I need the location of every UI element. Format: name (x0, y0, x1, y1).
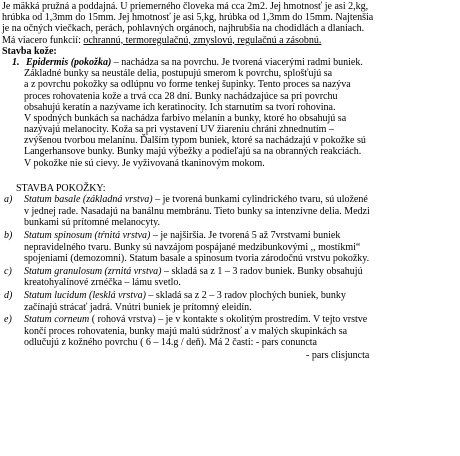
item-term: Statum basale (základná vrstva) (24, 194, 153, 206)
item-first-rest: – je tvorená bunkami cylindrického tvaru, sú uložené (152, 194, 368, 206)
item-first-rest: – skladá sa z 1 – 3 radov buniek. Bunky obsahujú (161, 265, 363, 277)
item-line: bunkami sú prítomné melanocyty. (24, 217, 160, 229)
epidermis-line: Langerhansove bunky. Bunky majú výbežky a podieľajú sa na obranných reakciách. (24, 146, 362, 158)
epidermis-term: Epidermis (pokožka) (26, 56, 112, 68)
item-term: Statum corneum (24, 314, 90, 326)
intro-line-1: Je mäkká pružná a poddajná. U priemerného človeka má cca 2m2. Jej hmotnosť je asi 2,kg, (2, 1, 369, 12)
spacer (2, 169, 458, 180)
list-item (2, 314, 458, 349)
epidermis-line: a z povrchu pokožky sa odlúpnu vo forme tenkej šupinky. Tento proces sa nazýva (24, 79, 351, 91)
list-item (2, 230, 458, 265)
last-part-line: - pars clisjuncta (306, 349, 370, 361)
item-line: kreatohyalínové zrnéčka – lámu svetlo. (24, 277, 181, 289)
item-line: odlučujú z kožného povrchu ( 6 – 14.g / deň). Má 2 časti: - pars conuncta (24, 337, 317, 349)
intro-line-2: hrúbka od 1,3mm do 15mm. Jej hmotnosť je asi 5,kg, hrúbka od 1,3mm do 15mm. Najtenšia (2, 12, 374, 24)
functions-line (2, 35, 458, 46)
epidermis-line: Základné bunky sa neustále delia, postupujú smerom k povrchu, splošťujú sa (24, 68, 333, 80)
item-line: spojeniami (demozomni). Statum basale a spinosum tvoria zárodočnú vrstvu pokožky. (24, 253, 370, 265)
item-first-rest: ( rohová vrstva) – je v kontakte s okolitým prostredím. V tejto vrstve (89, 314, 368, 326)
list-item (2, 290, 458, 313)
intro-paragraph (2, 1, 458, 46)
list-item (2, 194, 458, 229)
epidermis-first-line (12, 57, 458, 68)
item-term: Statum granulosum (zrnitá vrstva) (24, 265, 162, 277)
item-label: b) (4, 229, 13, 241)
stavba-pokozky-title: STAVBA POKOŽKY: (16, 183, 106, 194)
item-first-rest: – skladá sa z 2 – 3 radov plochých buniek, bunky (145, 289, 346, 301)
item-line: v jednej rade. Nasadajú na banálnu membránu. Tieto bunky sa intenzívne delia. Medzi (24, 205, 370, 217)
epidermis-line: V spodných bunkách sa nachádza farbivo melanín a bunky, ktoré ho obsahujú sa (24, 112, 347, 124)
list-item (2, 266, 458, 289)
epidermis-line: nazývajú melanocity. Koža sa pri vystavení UV žiareniu chráni zhnednutím – (24, 124, 334, 136)
layer-list (2, 194, 458, 349)
item-line: začínajú strácať jadrá. Vnútri buniek je prítomný eleidín. (24, 301, 252, 313)
item-label: c) (4, 265, 12, 277)
item-term: Statum spinosum (tŕnitá vrstva) (24, 229, 151, 241)
epidermis-first-rest: – nachádza sa na povrchu. Je tvorená viacerými radmi buniek. (111, 56, 363, 68)
item-label: e) (4, 314, 12, 326)
item-line: končí proces rohovatenia, bunky majú malú súdržnosť a v malých skupinkách sa (24, 325, 348, 337)
epidermis-block (2, 57, 458, 169)
functions-list: ochrannú, termoregulačnú, zmyslovú, regulačnú a zásobnú. (83, 34, 322, 46)
epidermis-number: 1. (12, 56, 20, 68)
epidermis-line: V pokožke nie sú cievy. Je vyživovaná tkaninovým mokom. (24, 157, 265, 169)
item-label: d) (4, 289, 13, 301)
functions-prefix: Má viacero funkcií: (2, 34, 84, 46)
item-label: a) (4, 194, 13, 206)
document (2, 1, 458, 361)
epidermis-line: obsahujú keratín a nazývame ich keratinocity. Ich starnutím sa tvorí rohovina. (24, 101, 336, 113)
epidermis-line: proces rohovatenia kože a trvá cca 28 dní. Bunky nachádzajúce sa pri povrchu (24, 90, 338, 102)
item-term: Statum lucidum (lesklá vrstva) (24, 289, 146, 301)
section-title: Stavba kože: (2, 45, 57, 57)
epidermis-line: zvýšenou tvorbou melanínu. Ďalším typom buniek, ktoré sa nachádzajú v pokožke sú (24, 135, 366, 147)
item-first-rest: – je najširšia. Je tvorená 5 až 7vrstvami buniek (150, 229, 341, 241)
item-line: nepravidelného tvaru. Bunky sú navzájom pospájané medzibunkovými ,, mostíkmi“ (24, 241, 361, 253)
intro-line-3: je na očných viečkach, perách, pohlavných orgánoch, najhrubšia na chodidlách a dlaniach. (2, 23, 365, 35)
